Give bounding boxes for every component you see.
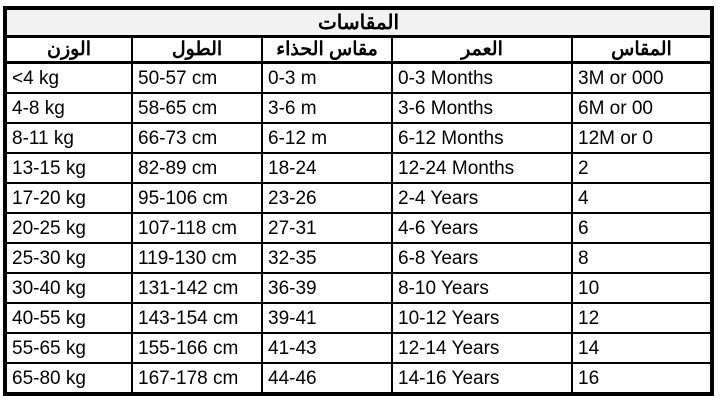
table-row xyxy=(5,363,712,394)
table-row xyxy=(5,213,712,243)
cell-shoe-size: 41-43 xyxy=(262,333,392,363)
cell-age: 10-12 Years xyxy=(392,303,572,333)
cell-weight: 55-65 kg xyxy=(5,333,132,363)
cell-age: 12-24 Months xyxy=(392,153,572,183)
cell-height: 82-89 cm xyxy=(132,153,262,183)
cell-size: 4 xyxy=(572,183,712,213)
cell-age: 6-12 Months xyxy=(392,123,572,153)
cell-weight: 25-30 kg xyxy=(5,243,132,273)
cell-shoe-size: 32-35 xyxy=(262,243,392,273)
cell-weight: 40-55 kg xyxy=(5,303,132,333)
cell-size: 16 xyxy=(572,363,712,394)
cell-height: 66-73 cm xyxy=(132,123,262,153)
cell-weight: 30-40 kg xyxy=(5,273,132,303)
cell-height: 107-118 cm xyxy=(132,213,262,243)
cell-height: 58-65 cm xyxy=(132,93,262,123)
table-row xyxy=(5,93,712,123)
size-chart-table xyxy=(3,6,714,396)
cell-age: 4-6 Years xyxy=(392,213,572,243)
cell-height: 143-154 cm xyxy=(132,303,262,333)
cell-size: 14 xyxy=(572,333,712,363)
cell-age: 8-10 Years xyxy=(392,273,572,303)
table-title-row xyxy=(5,8,712,37)
cell-shoe-size: 18-24 xyxy=(262,153,392,183)
table-row xyxy=(5,123,712,153)
cell-height: 119-130 cm xyxy=(132,243,262,273)
cell-weight: 65-80 kg xyxy=(5,363,132,394)
column-header-age: العمر xyxy=(392,37,572,63)
cell-size: 12M or 0 xyxy=(572,123,712,153)
cell-height: 155-166 cm xyxy=(132,333,262,363)
table-row xyxy=(5,63,712,94)
cell-weight: 17-20 kg xyxy=(5,183,132,213)
column-header-height: الطول xyxy=(132,37,262,63)
table-header-row xyxy=(5,37,712,63)
table-title: المقاسات xyxy=(5,8,712,37)
cell-size: 10 xyxy=(572,273,712,303)
cell-shoe-size: 23-26 xyxy=(262,183,392,213)
cell-weight: 13-15 kg xyxy=(5,153,132,183)
cell-shoe-size: 39-41 xyxy=(262,303,392,333)
cell-shoe-size: 27-31 xyxy=(262,213,392,243)
column-header-weight: الوزن xyxy=(5,37,132,63)
cell-shoe-size: 6-12 m xyxy=(262,123,392,153)
cell-age: 12-14 Years xyxy=(392,333,572,363)
cell-size: 8 xyxy=(572,243,712,273)
cell-size: 6 xyxy=(572,213,712,243)
cell-age: 6-8 Years xyxy=(392,243,572,273)
cell-shoe-size: 44-46 xyxy=(262,363,392,394)
cell-height: 95-106 cm xyxy=(132,183,262,213)
cell-age: 3-6 Months xyxy=(392,93,572,123)
cell-weight: 4-8 kg xyxy=(5,93,132,123)
column-header-shoe-size: مقاس الحذاء xyxy=(262,37,392,63)
table-row xyxy=(5,303,712,333)
cell-age: 0-3 Months xyxy=(392,63,572,94)
column-header-size: المقاس xyxy=(572,37,712,63)
cell-shoe-size: 3-6 m xyxy=(262,93,392,123)
cell-height: 131-142 cm xyxy=(132,273,262,303)
cell-size: 6M or 00 xyxy=(572,93,712,123)
cell-shoe-size: 0-3 m xyxy=(262,63,392,94)
table-row xyxy=(5,273,712,303)
cell-shoe-size: 36-39 xyxy=(262,273,392,303)
cell-height: 50-57 cm xyxy=(132,63,262,94)
cell-size: 12 xyxy=(572,303,712,333)
table-row xyxy=(5,333,712,363)
cell-weight: <4 kg xyxy=(5,63,132,94)
cell-size: 2 xyxy=(572,153,712,183)
cell-weight: 20-25 kg xyxy=(5,213,132,243)
table-row xyxy=(5,243,712,273)
cell-height: 167-178 cm xyxy=(132,363,262,394)
cell-size: 3M or 000 xyxy=(572,63,712,94)
cell-age: 2-4 Years xyxy=(392,183,572,213)
table-row xyxy=(5,153,712,183)
table-row xyxy=(5,183,712,213)
cell-age: 14-16 Years xyxy=(392,363,572,394)
cell-weight: 8-11 kg xyxy=(5,123,132,153)
